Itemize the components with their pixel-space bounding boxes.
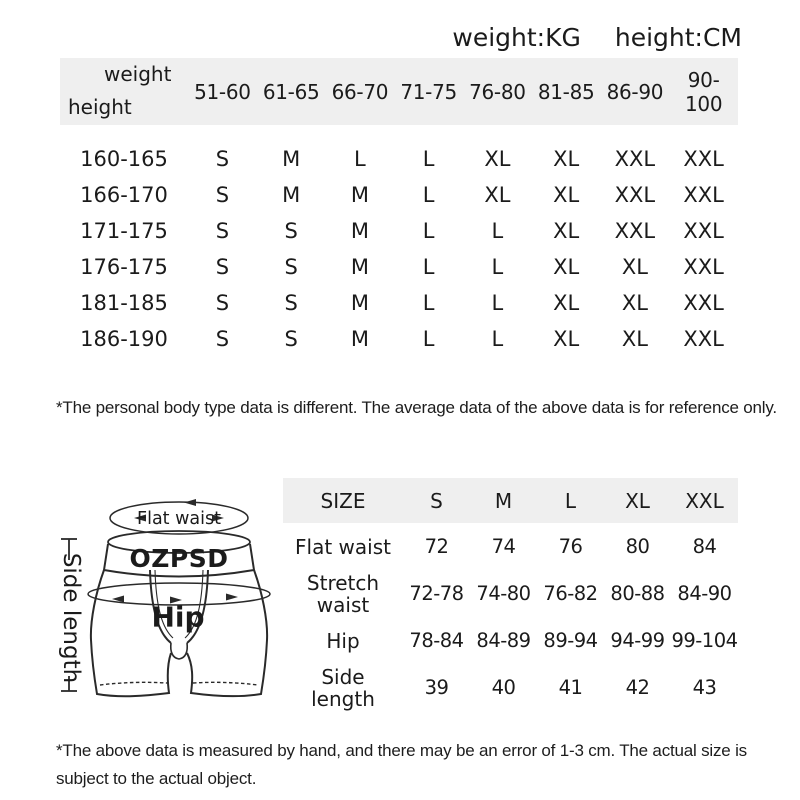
matrix-size-cell: L [422,147,435,171]
matrix-size-cell: XL [553,255,580,279]
weight-unit-label: weight:KG [452,23,581,52]
size-value-cell: 41 [558,676,583,699]
matrix-size-cell: L [422,327,435,351]
matrix-size-cell: XL [621,327,648,351]
matrix-size-cell: L [422,219,435,243]
size-value-cell: 80 [625,535,650,558]
matrix-weight-column-header: 81-85 [537,79,595,104]
size-value-cell: 42 [625,676,650,699]
matrix-size-cell: XL [553,291,580,315]
matrix-row [60,249,738,285]
hip-label: Hip [151,600,205,634]
matrix-size-cell: M [350,219,369,243]
size-value-cell: 94-99 [610,629,665,652]
matrix-size-cell: M [282,147,301,171]
corner-height-label: height [68,95,132,119]
matrix-size-cell: S [215,147,230,171]
matrix-size-cell: M [350,291,369,315]
size-column-header: L [564,488,577,513]
size-value-cell: 84-89 [476,629,531,652]
matrix-height-row-label: 160-165 [80,147,168,171]
size-column-header: SIZE [320,488,366,513]
size-value-cell: 80-88 [610,582,665,605]
flat-waist-label: Flat waist [137,509,221,529]
corner-weight-label: weight [104,62,172,86]
size-value-cell: 40 [491,676,516,699]
matrix-weight-column-header: 71-75 [400,79,457,104]
matrix-size-cell: XXL [683,183,724,207]
matrix-size-cell: L [491,255,504,279]
size-value-cell: 39 [424,676,449,699]
reference-note: *The personal body type data is different. The average data of the above data is for reference only. [56,398,777,417]
size-value-cell: 84 [692,535,717,558]
matrix-row [60,213,738,249]
matrix-size-cell: XXL [614,183,656,207]
matrix-size-cell: XL [621,255,648,279]
size-table-header [283,478,738,523]
matrix-height-row-label: 176-175 [80,255,168,279]
matrix-size-cell: XXL [683,147,724,171]
size-row-label: Stretch waist [306,570,380,617]
matrix-size-cell: M [350,183,369,207]
matrix-size-cell: XL [553,219,580,243]
size-row [283,523,738,570]
size-table [283,478,738,711]
matrix-row [60,321,738,357]
size-row-label: Flat waist [295,534,391,559]
matrix-size-cell: S [215,327,230,351]
matrix-weight-column-header: 76-80 [469,79,526,104]
size-row [283,570,738,617]
shorts-diagram [40,470,285,725]
matrix-size-cell: S [284,327,298,351]
weight-height-matrix [60,58,738,357]
matrix-size-cell: S [215,291,230,315]
matrix-weight-column-header: 61-65 [262,79,320,104]
size-value-cell: 76-82 [543,582,598,605]
size-value-cell: 84-90 [677,582,732,605]
flat-waist-top-arrow [184,499,196,506]
size-value-cell: 74-80 [476,582,531,605]
measure-note: *The above data is measured by hand, and there may be an error of 1-3 cm. The actual size is subject to the actual object. [56,741,747,788]
matrix-height-row-label: 181-185 [80,291,168,315]
size-column-header: M [494,488,513,513]
matrix-size-cell: L [422,291,435,315]
matrix-size-cell: S [215,219,230,243]
matrix-weight-column-header: 86-90 [606,79,664,104]
matrix-size-cell: XL [553,183,580,207]
matrix-size-cell: L [491,291,504,315]
matrix-size-cell: XXL [683,219,724,243]
matrix-size-cell: L [491,327,504,351]
size-value-cell: 72-78 [409,582,464,605]
crotch-gusset [171,643,187,659]
matrix-size-cell: XL [484,147,511,171]
size-row-label: Side length [311,664,375,711]
matrix-size-cell: M [282,183,301,207]
matrix-weight-column-header: 51-60 [194,79,251,104]
matrix-size-cell: M [350,327,369,351]
size-row [283,617,738,664]
matrix-size-cell: L [422,183,435,207]
matrix-size-cell: M [350,255,369,279]
units-legend [452,23,742,52]
matrix-row [60,177,738,213]
size-row [283,664,738,711]
matrix-size-cell: XXL [683,327,724,351]
matrix-size-cell: S [284,255,298,279]
matrix-size-cell: S [284,291,298,315]
matrix-row [60,141,738,177]
matrix-height-row-label: 166-170 [80,183,168,207]
matrix-size-cell: S [215,183,230,207]
matrix-weight-column-header: 90-100 [684,67,723,116]
right-hem-stitch [193,682,258,685]
matrix-size-cell: XL [553,147,580,171]
size-value-cell: 43 [692,676,717,699]
matrix-size-cell: XL [553,327,580,351]
matrix-weight-column-header: 66-70 [331,79,389,104]
matrix-size-cell: L [354,147,366,171]
size-column-header: XL [625,488,650,513]
size-row-label: Hip [326,628,360,653]
matrix-row [60,285,738,321]
size-value-cell: 99-104 [671,629,738,652]
size-value-cell: 76 [558,535,583,558]
matrix-size-cell: S [215,255,230,279]
matrix-size-cell: XL [484,183,511,207]
matrix-size-cell: L [422,255,435,279]
size-value-cell: 78-84 [409,629,464,652]
matrix-size-cell: XXL [614,219,656,243]
matrix-size-cell: XXL [683,291,724,315]
matrix-body [60,141,738,357]
matrix-height-row-label: 186-190 [80,327,168,351]
side-length-label: Side length [58,552,84,684]
size-column-header: XXL [685,488,724,513]
height-unit-label: height:CM [614,23,742,52]
matrix-size-cell: XXL [614,147,656,171]
hip-right-arrow [226,594,238,601]
size-value-cell: 74 [491,535,516,558]
matrix-size-cell: XL [621,291,648,315]
size-column-header: S [430,488,443,513]
matrix-size-cell: XXL [683,255,724,279]
size-table-body [283,523,738,711]
matrix-size-cell: L [491,219,504,243]
matrix-corner-cell [60,58,188,125]
matrix-header-row [60,58,738,125]
size-value-cell: 89-94 [543,629,598,652]
size-value-cell: 72 [424,535,449,558]
left-hem-stitch [100,682,167,685]
matrix-height-row-label: 171-175 [80,219,168,243]
matrix-size-cell: S [284,219,298,243]
brand-logo: OZPSD [129,544,229,573]
